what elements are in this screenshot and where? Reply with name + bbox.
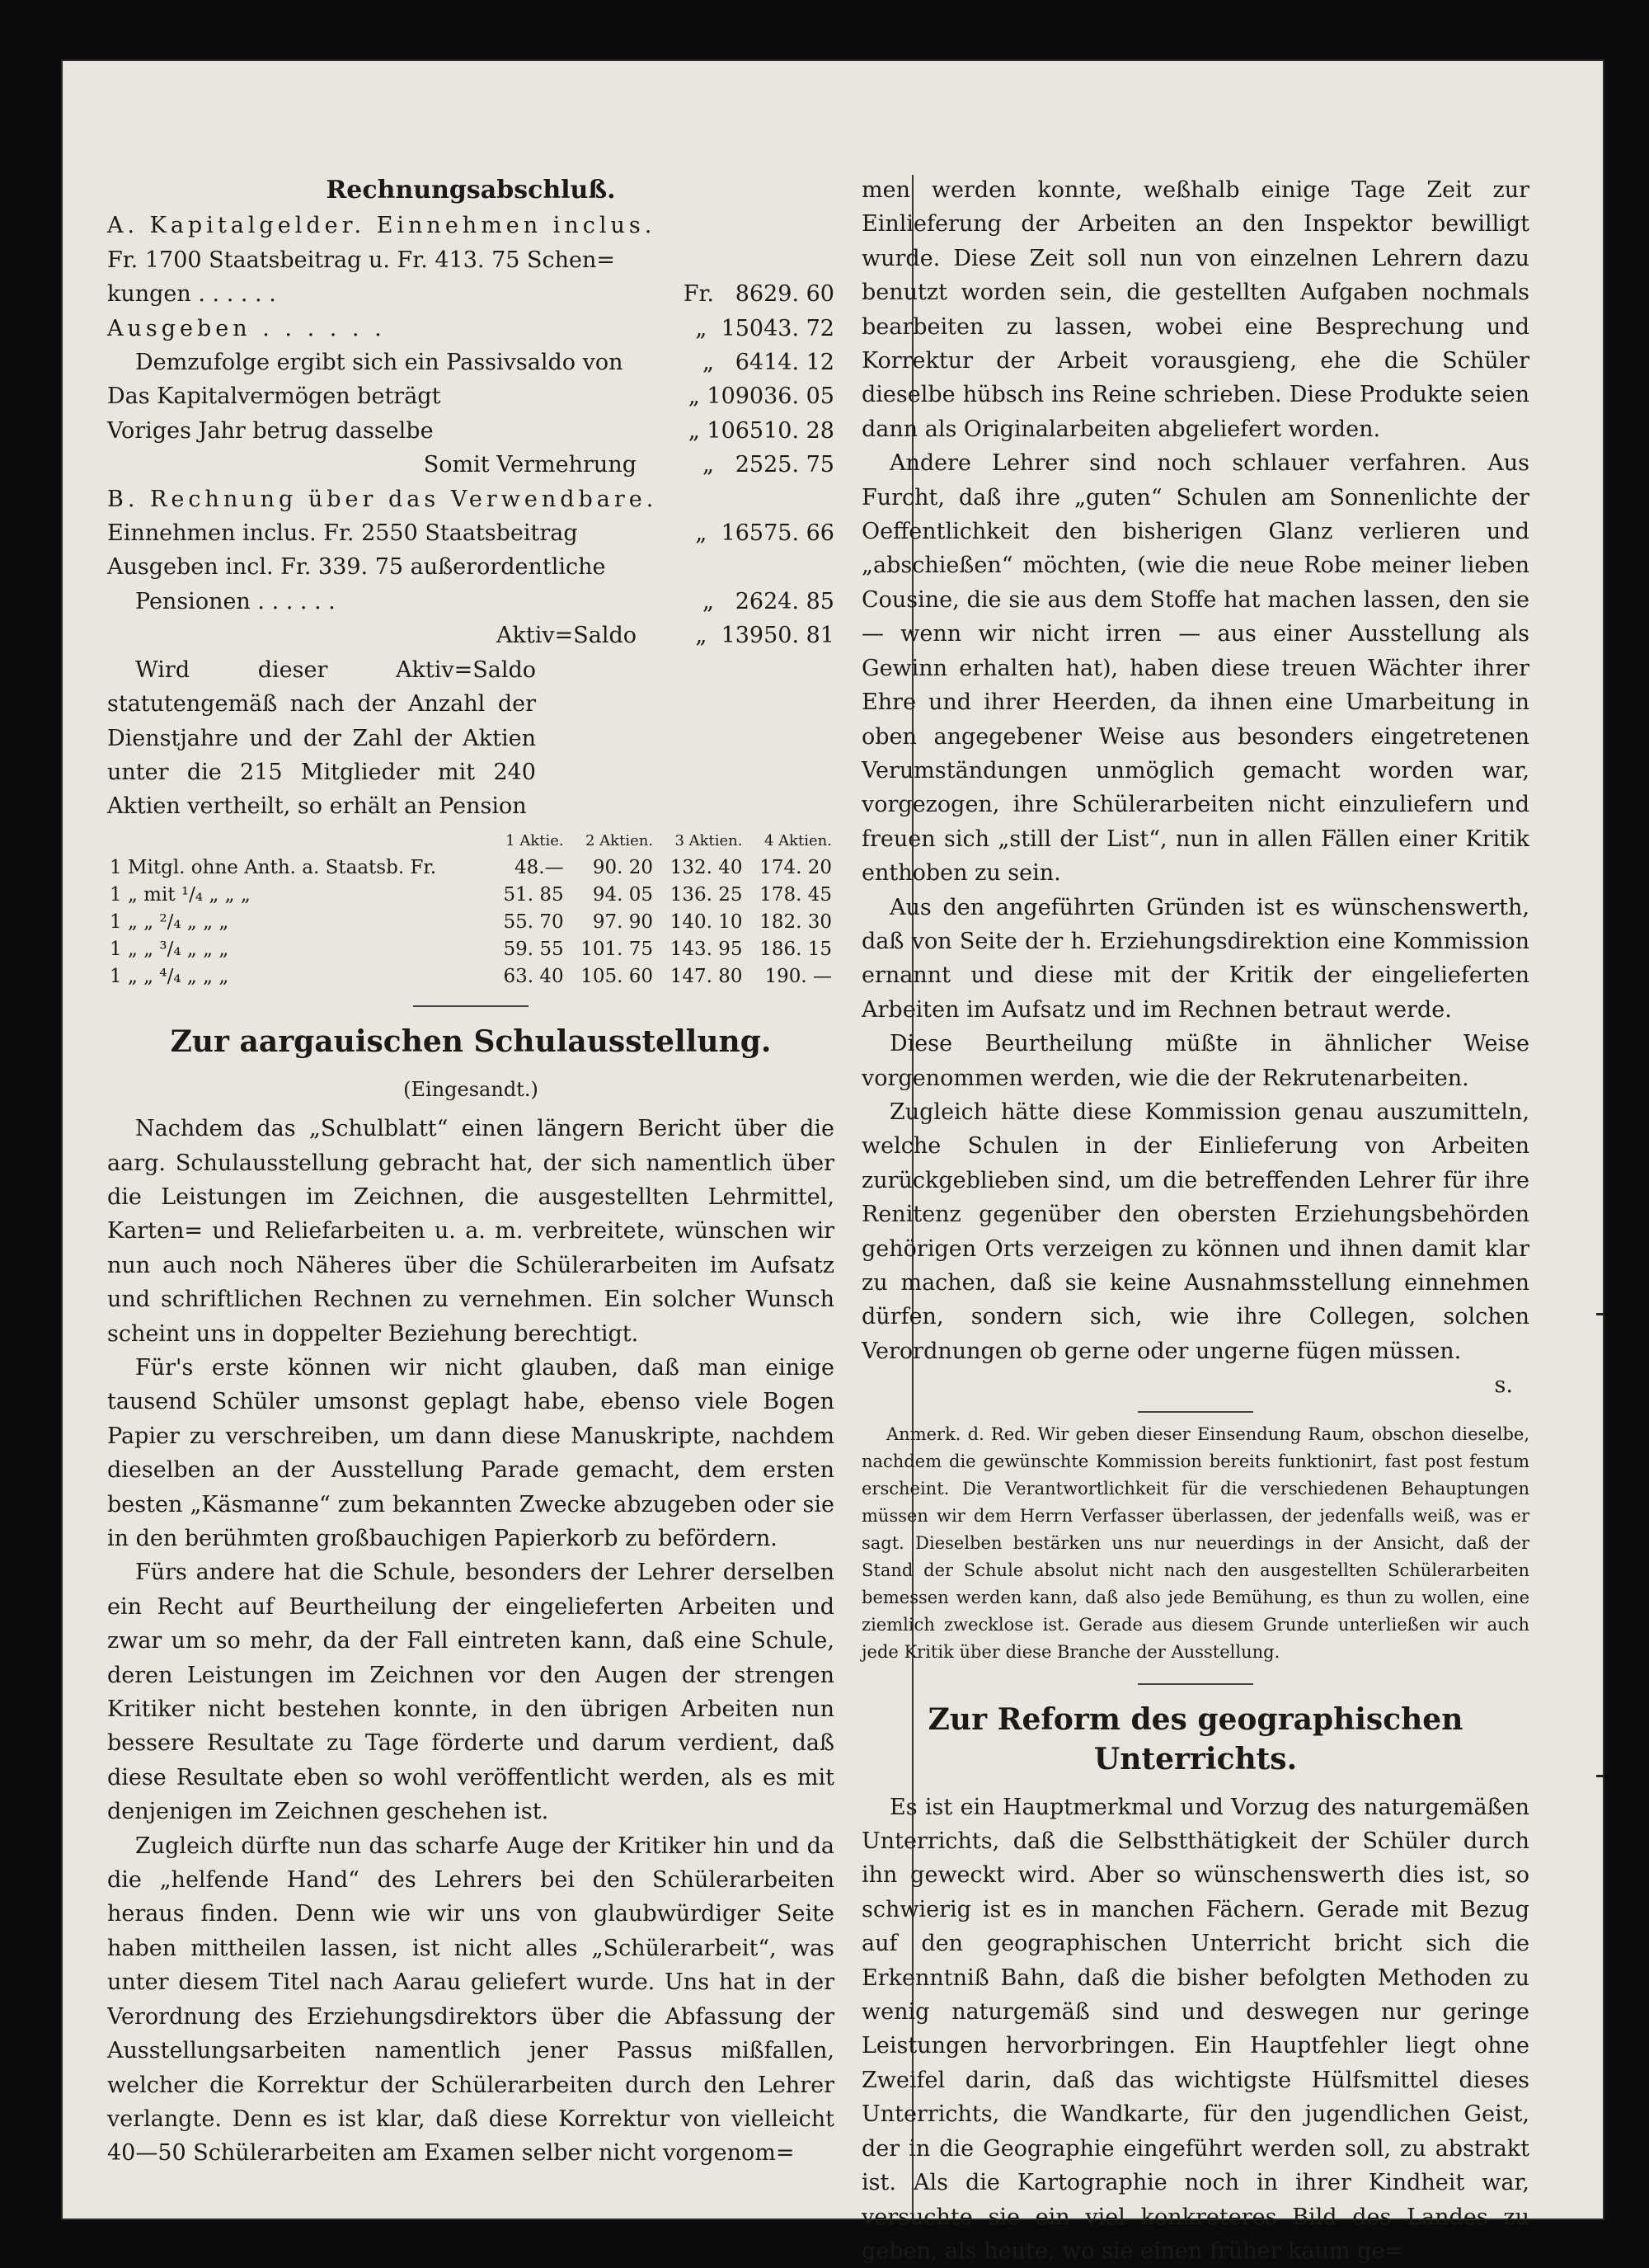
- account-row: Ausgeben incl. Fr. 339. 75 außerordentliche: [107, 554, 606, 581]
- article-paragraph: men werden konnte, weßhalb einige Tage Zeit zur Einlieferung der Arbeiten an den Inspektor bewilligt wurde. Diese Zeit soll nun von einzelnen Lehrern dazu benutzt worden sein, die gestellten Aufgaben nochmals bearbeiten zu lassen, wobei eine Besprechung und Korrektur der Arbeit vorausgieng, ehe die Schüler dieselbe hübsch ins Reine schrieben. Diese Produkte seien dann als Originalarbeiten abgeliefert worden.: [862, 177, 1529, 442]
- account-row: Voriges Jahr betrug dasselbe „ 106510. 28: [107, 417, 834, 444]
- account-row: Ausgeben . . . . . . „ 15043. 72: [107, 315, 834, 341]
- account-row: Somit Vermehrung „ 2525. 75: [423, 452, 834, 478]
- article-paragraph: Aus den angeführten Gründen ist es wünschenswerth, daß von Seite der h. Erziehungsdirektion eine Kommission ernannt und diese mit der Kritik der eingelieferten Arbeiten im Aufsatz und im Rechnen betraut werde.: [862, 894, 1529, 1023]
- pension-row: 1 „ „ ⁴/₄ „ „ „ 63. 40 105. 60 147. 80 190. —: [110, 965, 832, 987]
- accounts-heading: Rechnungsabschluß.: [326, 176, 616, 205]
- edge-mark: [1596, 1775, 1604, 1777]
- article-paragraph: Nachdem das „Schulblatt“ einen längern Bericht über die aarg. Schulausstellung gebracht hat, der sich namentlich über die Leistungen im Zeichnen, die ausgestellten Lehrmittel, Karten= und Reliefarbeiten u. a. m. verbreitete, wünschen wir nun auch noch Näheres über die Schülerarbeiten im Aufsatz und schriftlichen Rechnen zu vernehmen. Ein solcher Wunsch scheint uns in doppelter Beziehung berechtigt.: [107, 1116, 834, 1347]
- editor-note: Anmerk. d. Red. Wir geben dieser Einsendung Raum, obschon dieselbe, nachdem die gewünschte Kommission bereits funktionirt, fast post festum erscheint. Die Verantwortlichkeit für die verschiedenen Behauptungen müssen wir dem Herrn Verfasser überlassen, der jedenfalls weiß, was er sagt. Dieselben bestärken uns nur neuerdings in der Ansicht, daß der Stand der Schule absolut nicht nach den ausgestellten Schülerarbeiten bemessen werden kann, daß also jede Bemühung, es thun zu wollen, eine ziemlich zwecklose ist. Gerade aus diesem Grunde unterließen wir auch jede Kritik über diese Branche der Ausstellung.: [862, 1423, 1529, 1662]
- saldo-paragraph: Wird dieser Aktiv=Saldo statutengemäß nach der Anzahl der Dienstjahre und der Zahl der Aktien unter die 215 Mitglieder mit 240 Aktien vertheilt, so erhält an Pension: [107, 656, 536, 820]
- account-row: Einnehmen inclus. Fr. 2550 Staatsbeitrag „ 16575. 66: [107, 520, 834, 547]
- article-paragraph: Andere Lehrer sind noch schlauer verfahren. Aus Furcht, daß ihre „guten“ Schulen am Sonnenlichte der Oeffentlichkeit den bisherigen Glanz verlieren und „abschießen“ möchten, (wie die neue Robe meiner lieben Cousine, die sie aus dem Stoffe hat machen lassen, den sie — wenn wir nicht irren — aus einer Ausstellung als Gewinn erhalten hat), haben diese treuen Wächter ihrer Ehre und ihrer Heerden, da ihnen eine Umarbeitung in oben angegebener Weise aus besonders eingetretenen Verumständungen unmöglich gemacht worden war, vorgezogen, ihre Schülerarbeiten nicht einzuliefern und freuen sich „still der List“, nun in allen Fällen einer Kritik enthoben zu sein.: [862, 450, 1529, 887]
- signature: s.: [1494, 1372, 1513, 1399]
- article-heading-geography: Zur Reform des geographischen Unterrichts.: [928, 1701, 1463, 1776]
- left-column: [107, 173, 834, 2171]
- article-paragraph: Zugleich hätte diese Kommission genau auszumitteln, welche Schulen in der Einlieferung von Arbeiten zurückgeblieben sind, um die betreffenden Lehrer für ihre Renitenz gegenüber den obersten Erziehungsbehörden gehörigen Orts verzeigen zu können und ihnen damit klar zu machen, daß sie keine Ausnahmsstellung einnehmen dürfen, sondern sich, wie ihre Collegen, solchen Verordnungen ob gerne oder ungerne fügen müssen.: [862, 1099, 1529, 1364]
- article-heading-school-exhibition: Zur aargauischen Schulausstellung.: [170, 1023, 772, 1059]
- section-divider: [413, 1005, 529, 1007]
- edge-mark: [1596, 1313, 1604, 1315]
- account-row: Pensionen . . . . . . „ 2624. 85: [135, 588, 834, 614]
- account-a-heading: A. Kapitalgelder. Einnehmen inclus.: [107, 213, 656, 239]
- account-row: Aktiv=Saldo „ 13950. 81: [496, 623, 834, 649]
- article-paragraph: Zugleich dürfte nun das scharfe Auge der Kritiker hin und da die „helfende Hand“ des Lehrers bei den Schülerarbeiten heraus finden. Denn wie wir uns von glaubwürdiger Seite haben mittheilen lassen, ist nicht alles „Schülerarbeit“, was unter diesem Titel nach Aarau geliefert wurde. Uns hat in der Verordnung des Erziehungsdirektors über die Abfassung der Ausstellungsarbeiten namentlich jener Passus mißfallen, welcher die Korrektur der Schülerarbeiten durch den Lehrer verlangte. Denn es ist klar, daß diese Korrektur von vielleicht 40—50 Schülerarbeiten am Examen selber nicht vorgenom=: [107, 1833, 834, 2167]
- article-paragraph: Für's erste können wir nicht glauben, daß man einige tausend Schüler umsonst geplagt habe, ebenso viele Bogen Papier zu verschreiben, um dann diese Manuskripte, nachdem dieselben an der Ausstellung Parade gemacht, dem ersten besten „Käsmanne“ zum bekannten Zwecke abzugeben oder sie in den berühmten großbauchigen Papierkorb zu befördern.: [107, 1354, 834, 1551]
- section-divider: [1138, 1683, 1253, 1685]
- pension-row: 1 Mitgl. ohne Anth. a. Staatsb. Fr. 48.— 90. 20 132. 40 174. 20: [110, 856, 832, 878]
- account-a-line: Fr. 1700 Staatsbeitrag u. Fr. 413. 75 Schen=: [107, 247, 616, 273]
- article-paragraph: Fürs andere hat die Schule, besonders der Lehrer derselben ein Recht auf Beurtheilung der eingelieferten Arbeiten und zwar um so mehr, da der Fall eintreten kann, daß eine Schule, deren Leistungen im Zeichnen vor den Augen der strengen Kritiker nicht bestehen konnte, in den übrigen Arbeiten nun bessere Resultate zu Tage förderte und darum verdient, daß diese Resultate eben so wohl veröffentlicht werden, als es mit denjenigen im Zeichnen geschehen ist.: [107, 1560, 834, 1825]
- pension-table: [107, 827, 834, 990]
- article-paragraph: Es ist ein Hauptmerkmal und Vorzug des naturgemäßen Unterrichts, daß die Selbstthätigkeit der Schüler durch ihn geweckt wird. Aber so wünschenswerth dies ist, so schwierig ist es in manchen Fächern. Gerade mit Bezug auf den geographischen Unterricht bricht sich die Erkenntniß Bahn, daß die bisher befolgten Methoden zu wenig naturgemäß sind und deswegen nur geringe Leistungen hervorbringen. Ein Hauptfehler liegt ohne Zweifel darin, daß das wichtigste Hülfsmittel dieses Unterrichts, die Wandkarte, für den jugendlichen Geist, der in die Geographie eingeführt werden soll, zu abstrakt ist. Als die Kartographie noch in ihrer Kindheit war, versuchte sie ein viel konkreteres Bild des Landes zu geben, als heute, wo sie einen früher kaum ge=: [862, 1794, 1529, 2264]
- account-b-heading: B. Rechnung über das Verwendbare.: [107, 486, 658, 512]
- account-a-rows: [107, 277, 834, 482]
- account-b-rows: [107, 516, 834, 653]
- pension-row: 1 „ „ ³/₄ „ „ „ 59. 55 101. 75 143. 95 186. 15: [110, 938, 832, 960]
- pension-row: 1 „ „ ²/₄ „ „ „ 55. 70 97. 90 140. 10 182. 30: [110, 910, 832, 933]
- account-row: Demzufolge ergibt sich ein Passivsaldo von „ 6414. 12: [135, 350, 834, 376]
- article-subheading: (Eingesandt.): [403, 1077, 538, 1101]
- account-row: kungen . . . . . . Fr. 8629. 60: [107, 281, 834, 308]
- section-divider: [1138, 1411, 1253, 1413]
- pension-row: 1 „ mit ¹/₄ „ „ „ 51. 85 94. 05 136. 25 178. 45: [110, 883, 832, 906]
- right-column: [862, 173, 1529, 2268]
- account-row: Das Kapitalvermögen beträgt „ 109036. 05: [107, 383, 834, 410]
- pension-header-row: 1 Aktie. 2 Aktien. 3 Aktien. 4 Aktien.: [505, 831, 832, 849]
- article-paragraph: Diese Beurtheilung müßte in ähnlicher Weise vorgenommen werden, wie die der Rekrutenarbeiten.: [862, 1031, 1529, 1091]
